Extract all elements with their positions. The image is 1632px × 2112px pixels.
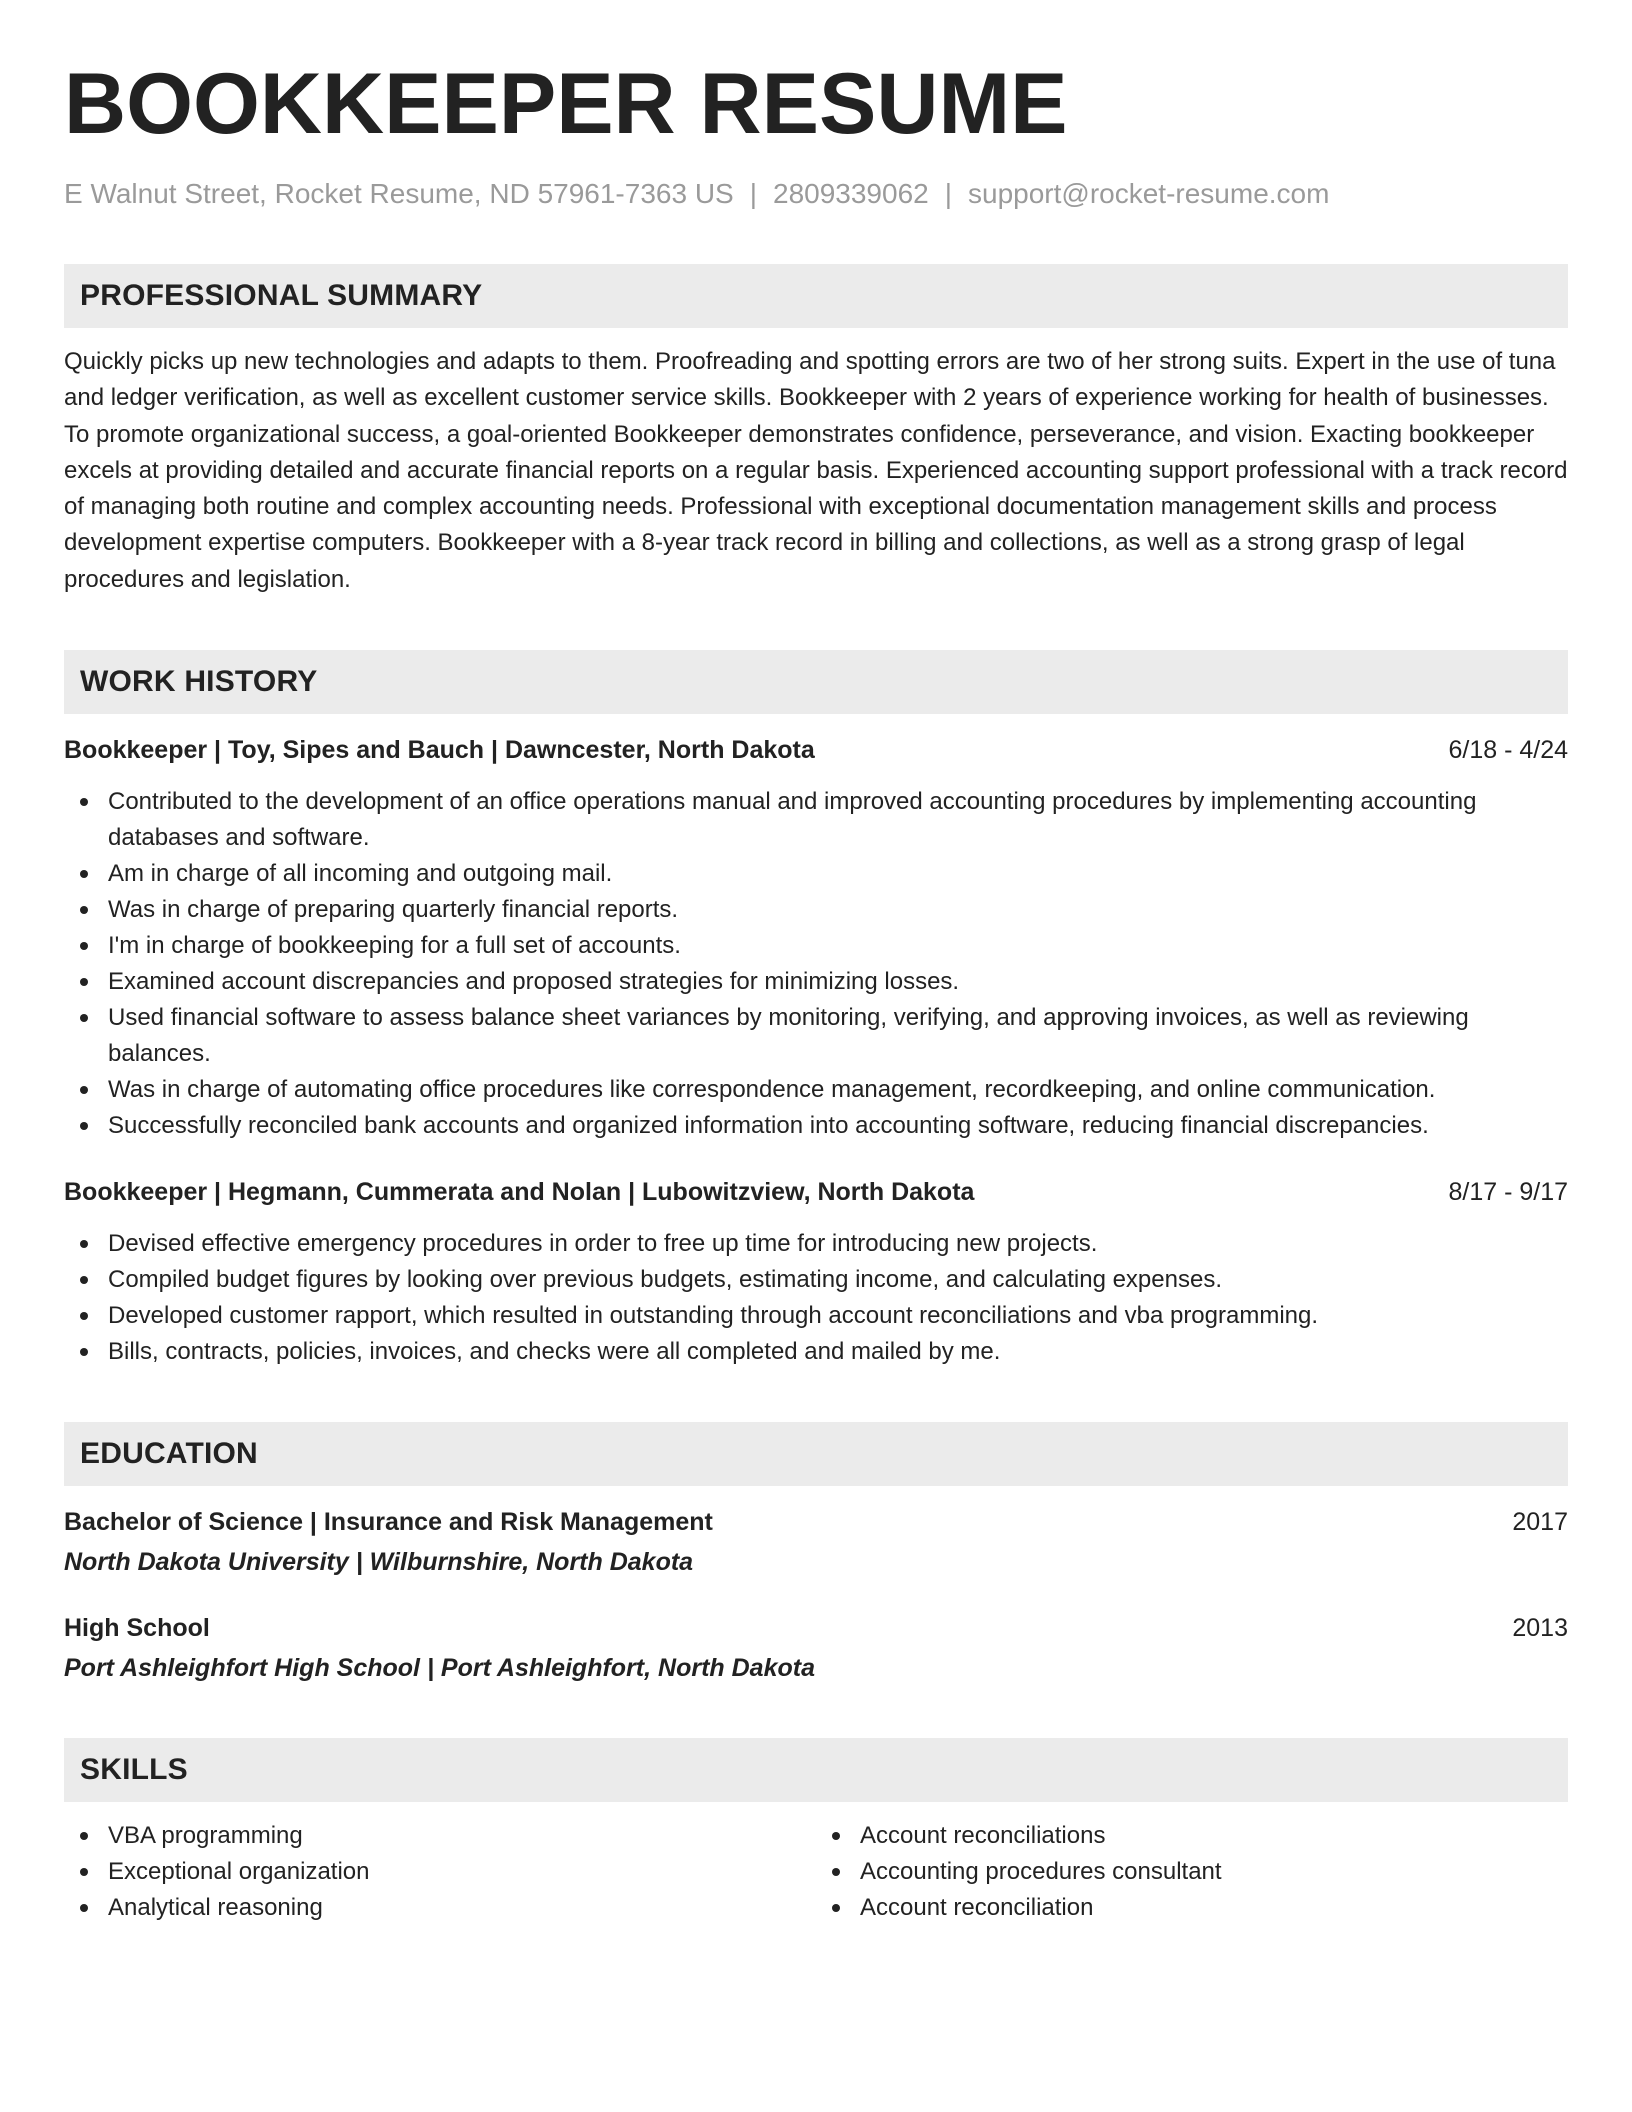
job-dates: 8/17 - 9/17 bbox=[1448, 1178, 1568, 1207]
list-item bbox=[64, 856, 1568, 892]
bullet-dot-icon bbox=[80, 1832, 88, 1840]
skill-text: Accounting procedures consultant bbox=[860, 1858, 1222, 1886]
job-title: Bookkeeper | Toy, Sipes and Bauch | Dawncester, North Dakota bbox=[64, 736, 815, 765]
skills-column-right bbox=[816, 1818, 1568, 1926]
skills-grid bbox=[64, 1818, 1568, 1926]
list-item bbox=[64, 1000, 1568, 1072]
list-item bbox=[64, 1072, 1568, 1108]
job-header bbox=[64, 732, 1568, 768]
contact-separator: | bbox=[749, 178, 757, 209]
contact-line bbox=[64, 176, 1568, 212]
education-school: Port Ashleighfort High School | Port Ashleighfort, North Dakota bbox=[64, 1654, 815, 1683]
list-item bbox=[64, 1854, 816, 1890]
job-dates: 6/18 - 4/24 bbox=[1448, 736, 1568, 765]
skills-column-left bbox=[64, 1818, 816, 1926]
contact-phone: 2809339062 bbox=[773, 178, 929, 209]
bullet-text: Devised effective emergency procedures in order to free up time for introducing new projects. bbox=[108, 1230, 1098, 1258]
bullet-text: Examined account discrepancies and proposed strategies for minimizing losses. bbox=[108, 968, 960, 996]
education-degree: High School bbox=[64, 1614, 210, 1643]
bullet-dot-icon bbox=[80, 798, 88, 806]
bullet-dot-icon bbox=[832, 1904, 840, 1912]
job-header bbox=[64, 1174, 1568, 1210]
bullet-dot-icon bbox=[832, 1832, 840, 1840]
job-entry bbox=[64, 1174, 1568, 1370]
bullet-text: Used financial software to assess balance sheet variances by monitoring, verifying, and approving invoices, as well as reviewing balances. bbox=[108, 1004, 1469, 1068]
list-item bbox=[816, 1890, 1568, 1926]
bullet-dot-icon bbox=[832, 1868, 840, 1876]
education-year: 2013 bbox=[1512, 1614, 1568, 1643]
list-item bbox=[64, 1334, 1568, 1370]
bullet-dot-icon bbox=[80, 942, 88, 950]
bullet-text: Compiled budget figures by looking over previous budgets, estimating income, and calculating expenses. bbox=[108, 1266, 1222, 1294]
education-header bbox=[64, 1504, 1568, 1540]
skill-text: Account reconciliations bbox=[860, 1822, 1106, 1850]
skill-text: Exceptional organization bbox=[108, 1858, 370, 1886]
bullet-text: Am in charge of all incoming and outgoing mail. bbox=[108, 860, 613, 888]
bullet-dot-icon bbox=[80, 1348, 88, 1356]
skills-list-left bbox=[64, 1818, 816, 1926]
list-item bbox=[64, 928, 1568, 964]
bullet-text: Was in charge of preparing quarterly financial reports. bbox=[108, 896, 679, 924]
list-item bbox=[64, 892, 1568, 928]
job-bullets bbox=[64, 1226, 1568, 1370]
bullet-dot-icon bbox=[80, 1904, 88, 1912]
bullet-text: I'm in charge of bookkeeping for a full set of accounts. bbox=[108, 932, 681, 960]
section-header-work-history: WORK HISTORY bbox=[64, 650, 1568, 714]
list-item bbox=[64, 1298, 1568, 1334]
contact-separator: | bbox=[944, 178, 953, 209]
section-header-education: EDUCATION bbox=[64, 1422, 1568, 1486]
skill-text: Analytical reasoning bbox=[108, 1894, 323, 1922]
education-header bbox=[64, 1610, 1568, 1646]
list-item bbox=[64, 784, 1568, 856]
list-item bbox=[64, 1108, 1568, 1144]
skills-list-right bbox=[816, 1818, 1568, 1926]
education-school: North Dakota University | Wilburnshire, North Dakota bbox=[64, 1548, 694, 1577]
list-item bbox=[64, 1226, 1568, 1262]
education-year: 2017 bbox=[1512, 1508, 1568, 1537]
list-item bbox=[816, 1854, 1568, 1890]
education-entry bbox=[64, 1610, 1568, 1686]
list-item bbox=[64, 1890, 816, 1926]
bullet-dot-icon bbox=[80, 1122, 88, 1130]
list-item bbox=[64, 1262, 1568, 1298]
list-item bbox=[64, 1818, 816, 1854]
contact-address: E Walnut Street, Rocket Resume, ND 57961-7363 US bbox=[64, 178, 734, 209]
list-item bbox=[64, 964, 1568, 1000]
bullet-text: Bills, contracts, policies, invoices, and checks were all completed and mailed by me. bbox=[108, 1338, 1001, 1366]
contact-email[interactable]: support@rocket-resume.com bbox=[968, 178, 1330, 209]
bullet-dot-icon bbox=[80, 1240, 88, 1248]
job-title: Bookkeeper | Hegmann, Cummerata and Nolan | Lubowitzview, North Dakota bbox=[64, 1178, 975, 1207]
list-item bbox=[816, 1818, 1568, 1854]
bullet-dot-icon bbox=[80, 1086, 88, 1094]
resume-title: BOOKKEEPER RESUME bbox=[64, 56, 1068, 152]
bullet-dot-icon bbox=[80, 978, 88, 986]
job-entry bbox=[64, 732, 1568, 1144]
education-degree: Bachelor of Science | Insurance and Risk Management bbox=[64, 1508, 713, 1537]
bullet-dot-icon bbox=[80, 1868, 88, 1876]
job-bullets bbox=[64, 784, 1568, 1144]
section-header-skills: SKILLS bbox=[64, 1738, 1568, 1802]
bullet-dot-icon bbox=[80, 906, 88, 914]
bullet-text: Contributed to the development of an office operations manual and improved accounting procedures by implementing accounting databases and software. bbox=[108, 788, 1477, 852]
summary-text: Quickly picks up new technologies and adapts to them. Proofreading and spotting errors are two of her strong suits. Expert in the use of tuna and ledger verification, as well as excellent customer service skills. Bookkeeper with 2 years of experience working for health of businesses. To promote organizational success, a goal-oriented Bookkeeper demonstrates confidence, perseverance, and vision. Exacting bookkeeper excels at providing detailed and accurate financial reports on a regular basis. Experienced accounting support professional with a track record of managing both routine and complex accounting needs. Professional with exceptional documentation management skills and process development expertise computers. Bookkeeper with a 8-year track record in billing and collections, as well as a strong grasp of legal procedures and legislation. bbox=[64, 348, 1568, 593]
section-header-summary: PROFESSIONAL SUMMARY bbox=[64, 264, 1568, 328]
bullet-dot-icon bbox=[80, 1276, 88, 1284]
bullet-text: Was in charge of automating office procedures like correspondence management, recordkeeping, and online communication. bbox=[108, 1076, 1436, 1104]
skill-text: VBA programming bbox=[108, 1822, 303, 1850]
bullet-text: Successfully reconciled bank accounts and organized information into accounting software, reducing financial discrepancies. bbox=[108, 1112, 1429, 1140]
bullet-dot-icon bbox=[80, 870, 88, 878]
education-entry bbox=[64, 1504, 1568, 1580]
bullet-dot-icon bbox=[80, 1014, 88, 1022]
skill-text: Account reconciliation bbox=[860, 1894, 1094, 1922]
bullet-dot-icon bbox=[80, 1312, 88, 1320]
bullet-text: Developed customer rapport, which resulted in outstanding through account reconciliations and vba programming. bbox=[108, 1302, 1319, 1330]
